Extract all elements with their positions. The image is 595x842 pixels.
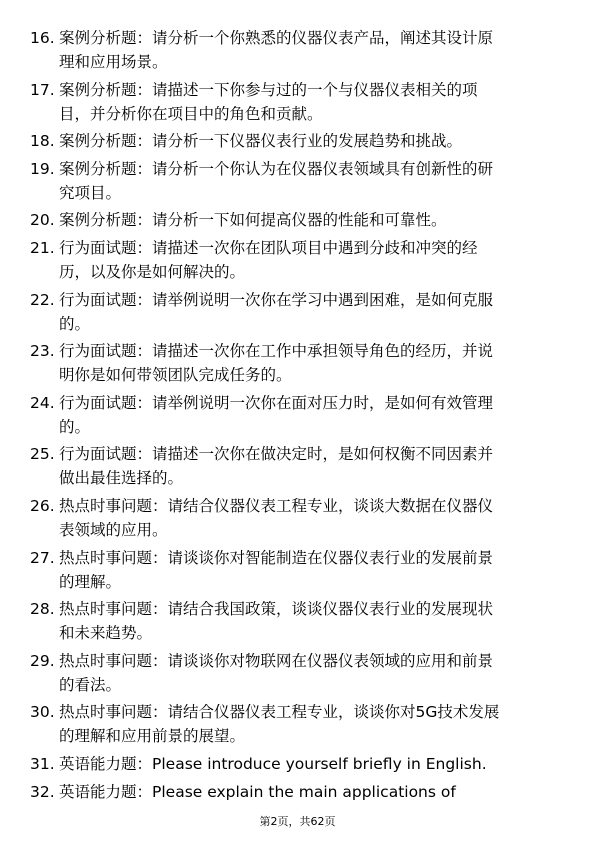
question-text-line: 的。 [59, 314, 91, 333]
question-text-line: 做出最佳选择的。 [59, 469, 184, 488]
question-item [30, 339, 570, 387]
question-item [30, 597, 570, 645]
question-text-line: 究项目。 [59, 183, 122, 202]
question-item [30, 288, 570, 336]
question-number: 16. [30, 29, 55, 47]
question-text-line: 历，以及你是如何解决的。 [59, 262, 246, 281]
question-text-line: 表领域的应用。 [59, 520, 168, 539]
question-item [30, 391, 570, 439]
question-text-line: 案例分析题：请分析一个你熟悉的仪器仪表产品，阐述其设计原 [59, 29, 494, 47]
question-text-line: 的理解和应用前景的展望。 [59, 727, 246, 746]
question-item [30, 780, 570, 804]
question-item [30, 26, 570, 74]
question-text-line: 和未来趋势。 [59, 624, 153, 643]
question-number: 27. [30, 548, 55, 567]
question-text [59, 752, 570, 776]
question-text-line: 的看法。 [59, 675, 122, 694]
question-text-line: 明你是如何带领团队完成任务的。 [59, 366, 292, 385]
question-number: 20. [30, 211, 55, 230]
question-text-line: 热点时事问题：请结合我国政策，谈谈仪器仪表行业的发展现状 [59, 600, 494, 619]
question-number: 17. [30, 80, 55, 99]
question-text [59, 649, 570, 697]
question-text-line: 行为面试题：请举例说明一次你在学习中遇到困难，是如何克服 [59, 290, 494, 309]
question-text-line: 案例分析题：请分析一下如何提高仪器的性能和可靠性。 [59, 211, 447, 230]
question-item [30, 129, 570, 153]
question-item [30, 442, 570, 490]
question-text [59, 700, 570, 748]
question-number: 18. [30, 132, 55, 151]
question-text-line: 行为面试题：请描述一次你在工作中承担领导角色的经历，并说 [59, 342, 494, 361]
question-text-line: 的理解。 [59, 572, 122, 591]
question-number: 24. [30, 393, 55, 412]
question-text-line: 行为面试题：请举例说明一次你在面对压力时，是如何有效管理 [59, 393, 494, 412]
question-number: 22. [30, 290, 55, 309]
question-text [59, 288, 570, 336]
question-item [30, 700, 570, 748]
question-text-line: 热点时事问题：请谈谈你对智能制造在仪器仪表行业的发展前景 [59, 548, 494, 567]
question-item [30, 236, 570, 284]
question-text [59, 546, 570, 594]
question-number: 23. [30, 342, 55, 361]
question-item [30, 546, 570, 594]
question-text [59, 129, 570, 153]
question-text [59, 442, 570, 490]
question-number: 32. [30, 782, 55, 801]
question-text [59, 236, 570, 284]
question-text [59, 780, 570, 804]
question-text [59, 494, 570, 542]
question-text-line: 热点时事问题：请结合仪器仪表工程专业，谈谈大数据在仪器仪 [59, 496, 494, 515]
question-item [30, 649, 570, 697]
question-text [59, 391, 570, 439]
question-text-line: 的。 [59, 417, 91, 436]
question-text-line: 案例分析题：请分析一个你认为在仪器仪表领域具有创新性的研 [59, 159, 494, 178]
question-number: 26. [30, 496, 55, 515]
question-text [59, 157, 570, 205]
question-text-line: 理和应用场景。 [59, 53, 168, 71]
page-footer: 第2页，共62页 [259, 815, 336, 828]
question-text [59, 339, 570, 387]
question-number: 29. [30, 651, 55, 670]
question-list [30, 26, 570, 807]
question-item [30, 78, 570, 126]
question-number: 30. [30, 703, 55, 722]
question-item [30, 494, 570, 542]
question-text-line: 目，并分析你在项目中的角色和贡献。 [59, 104, 323, 123]
question-text-line: 英语能力题：Please introduce yourself briefly in English. [59, 754, 487, 773]
question-number: 25. [30, 445, 55, 464]
question-text-line: 热点时事问题：请谈谈你对物联网在仪器仪表领域的应用和前景 [59, 651, 494, 670]
question-text [59, 78, 570, 126]
question-text-line: 英语能力题：Please explain the main applications of [59, 782, 456, 801]
question-text [59, 597, 570, 645]
question-text-line: 行为面试题：请描述一次你在团队项目中遇到分歧和冲突的经 [59, 238, 478, 257]
question-number: 28. [30, 600, 55, 619]
question-text [59, 26, 570, 74]
question-text-line: 案例分析题：请描述一下你参与过的一个与仪器仪表相关的项 [59, 80, 478, 99]
question-item [30, 752, 570, 776]
question-text-line: 热点时事问题：请结合仪器仪表工程专业，谈谈你对5G技术发展 [59, 703, 500, 722]
question-item [30, 208, 570, 232]
question-number: 31. [30, 754, 55, 773]
question-number: 21. [30, 238, 55, 257]
question-text-line: 行为面试题：请描述一次你在做决定时，是如何权衡不同因素并 [59, 445, 494, 464]
question-text [59, 208, 570, 232]
question-text-line: 案例分析题：请分析一下仪器仪表行业的发展趋势和挑战。 [59, 132, 463, 151]
question-item [30, 157, 570, 205]
question-number: 19. [30, 159, 55, 178]
